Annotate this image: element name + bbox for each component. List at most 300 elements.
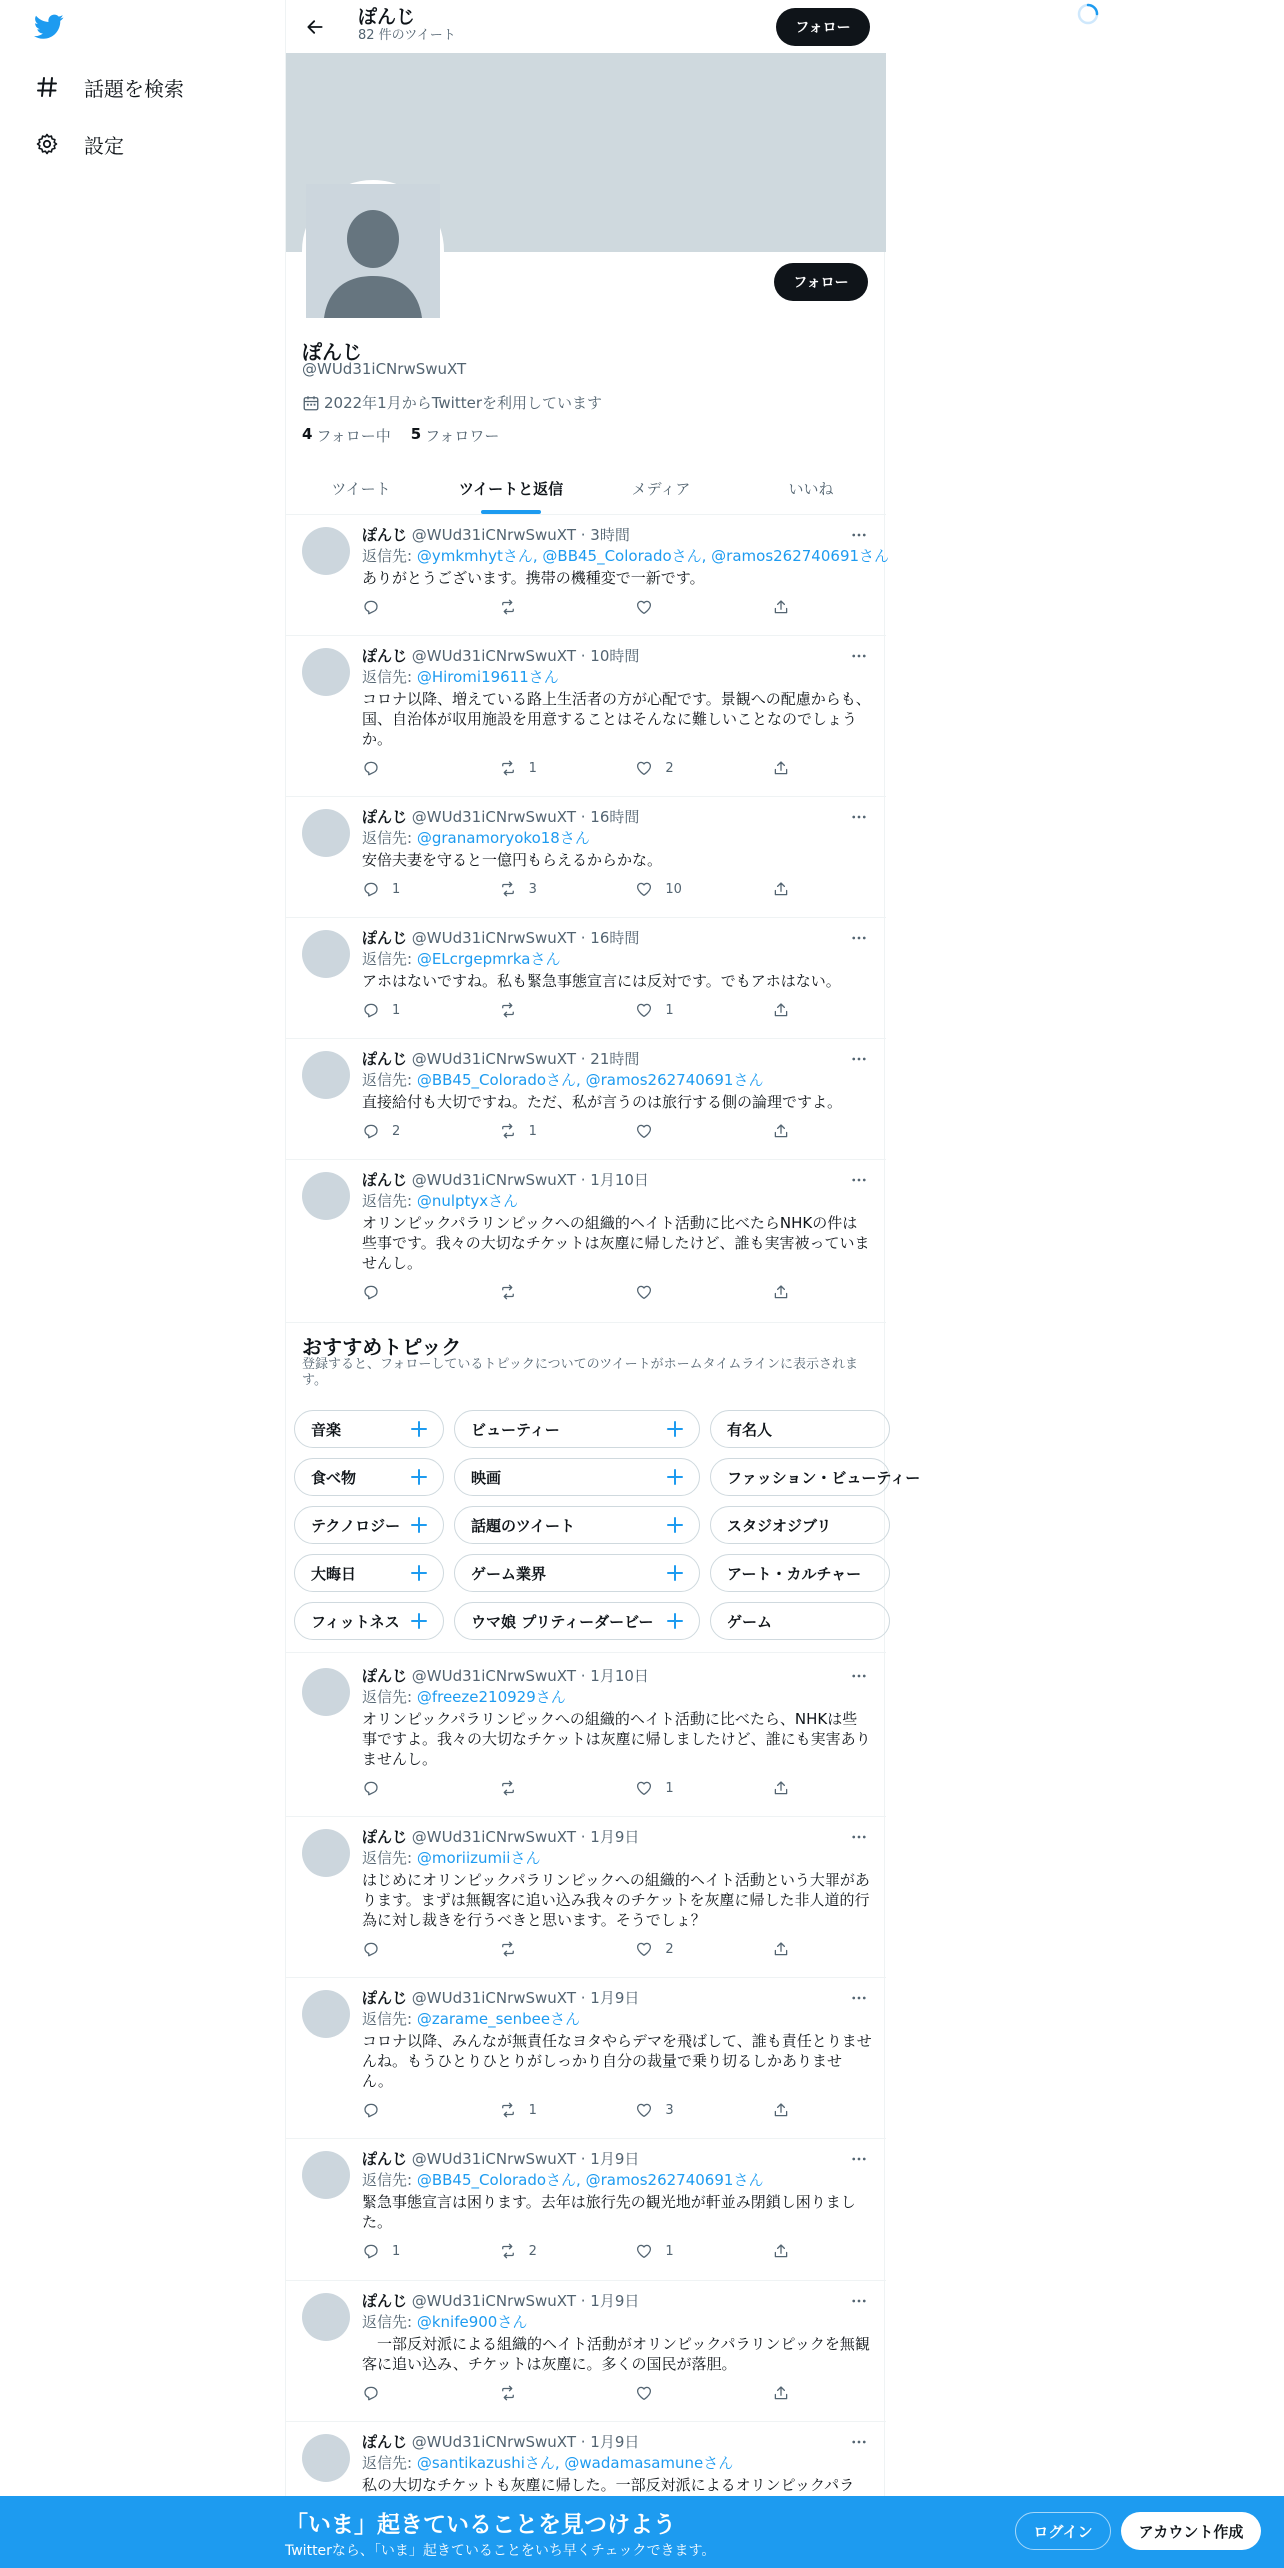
tweet-reply-to xyxy=(362,1191,872,1212)
heart-icon xyxy=(635,759,653,777)
like-button[interactable] xyxy=(635,2384,727,2402)
reply-mentions[interactable]: @ymkmhytさん, @BB45_Coloradoさん, @ramos262740691さん xyxy=(416,547,890,565)
reply-icon xyxy=(362,598,380,616)
tweet-text: 一部反対派による組織的ヘイト活動がオリンピックパラリンピックを無観客に追い込み、チケットは灰塵に。多くの国民が落胆。 xyxy=(362,2335,870,2373)
follow-button-top[interactable]: フォロー xyxy=(776,8,870,46)
top-bar-name: ぽんじ xyxy=(358,6,416,28)
tweet-avatar[interactable] xyxy=(302,2293,350,2341)
retweet-icon xyxy=(499,598,517,616)
topic-chip[interactable] xyxy=(710,1602,890,1640)
share-button[interactable] xyxy=(772,1122,794,1140)
followers-label: フォロワー xyxy=(425,427,500,445)
tweet-text: ありがとうございます。携帯の機種変で一新です。 xyxy=(362,569,705,587)
reply-button[interactable] xyxy=(362,1122,454,1140)
tweet-header xyxy=(362,1988,872,2009)
nav-item-explore[interactable] xyxy=(34,67,184,107)
share-icon xyxy=(772,2101,790,2119)
retweet-button[interactable] xyxy=(499,1122,591,1140)
tweet-reply-to xyxy=(362,1687,872,1708)
heart-icon xyxy=(635,1283,653,1301)
profile-top-bar xyxy=(286,0,886,53)
plus-icon xyxy=(665,1467,685,1487)
reply-mentions[interactable]: @BB45_Coloradoさん, @ramos262740691さん xyxy=(416,2171,764,2189)
tweet-body xyxy=(362,2149,872,2232)
reply-prefix: 返信先: xyxy=(362,950,417,968)
share-icon xyxy=(772,759,790,777)
plus-icon xyxy=(409,1467,429,1487)
like-button[interactable] xyxy=(635,1940,727,1958)
reply-icon xyxy=(362,1779,380,1797)
reply-icon xyxy=(362,759,380,777)
arrow-left-icon xyxy=(305,17,325,37)
share-button[interactable] xyxy=(772,759,794,777)
default-avatar-icon xyxy=(306,184,440,318)
reply-icon xyxy=(362,1122,380,1140)
tweet-avatar[interactable] xyxy=(302,527,350,575)
topic-chip-label: ゲーム業界 xyxy=(471,1564,547,1583)
tweet-item[interactable] xyxy=(286,1039,886,1160)
share-icon xyxy=(772,598,790,616)
tweet-text: 私の大切なチケットも灰塵に帰した。一部反対派によるオリンピックパラ xyxy=(362,2476,855,2494)
tweet-author-name[interactable]: ぽんじ xyxy=(362,1171,408,1189)
topic-chip[interactable] xyxy=(294,1554,444,1592)
tweet-reply-to xyxy=(362,546,890,567)
twitter-logo-icon[interactable] xyxy=(34,14,64,40)
retweet-icon xyxy=(499,1283,517,1301)
topic-chip[interactable] xyxy=(294,1410,444,1448)
profile-name: ぽんじ xyxy=(302,340,362,364)
plus-icon xyxy=(665,1611,685,1631)
heart-icon xyxy=(635,880,653,898)
tweet-item[interactable] xyxy=(286,1656,886,1817)
reply-mentions[interactable]: @nulptyxさん xyxy=(416,1192,519,1210)
tweet-header xyxy=(362,1827,872,1848)
like-button[interactable] xyxy=(635,1001,727,1019)
plus-icon xyxy=(665,1419,685,1439)
login-button[interactable]: ログイン xyxy=(1015,2512,1111,2550)
reply-prefix: 返信先: xyxy=(362,547,417,565)
tweet-reply-to xyxy=(362,2453,872,2474)
reply-button[interactable] xyxy=(362,1779,454,1797)
tweet-meta[interactable]: @WUd31iCNrwSwuXT · 1月9日 xyxy=(411,2292,640,2310)
heart-icon xyxy=(635,2384,653,2402)
reply-mentions[interactable]: @freeze210929さん xyxy=(416,1688,566,1706)
tweet-meta[interactable]: @WUd31iCNrwSwuXT · 16時間 xyxy=(411,808,640,826)
profile-handle: @WUd31iCNrwSwuXT xyxy=(302,360,467,378)
retweet-count: 1 xyxy=(528,760,537,776)
tweet-body xyxy=(362,1666,872,1769)
tweet-text: 緊急事態宣言は困ります。去年は旅行先の観光地が軒並み閉鎖し困りました。 xyxy=(362,2193,856,2231)
reply-mentions[interactable]: @BB45_Coloradoさん, @ramos262740691さん xyxy=(416,1071,764,1089)
tweet-reply-to xyxy=(362,1848,872,1869)
topic-chip[interactable] xyxy=(294,1602,444,1640)
retweet-button[interactable] xyxy=(499,2101,591,2119)
tweet-actions xyxy=(362,759,794,777)
reply-button[interactable] xyxy=(362,880,454,898)
tweet-meta[interactable]: @WUd31iCNrwSwuXT · 1月9日 xyxy=(411,2433,640,2451)
like-button[interactable] xyxy=(635,880,727,898)
tweet-item[interactable] xyxy=(286,515,890,636)
tweet-reply-to xyxy=(362,1070,872,1091)
share-icon xyxy=(772,1122,790,1140)
recommended-topics xyxy=(286,1323,921,1653)
tweet-author-name[interactable]: ぽんじ xyxy=(362,2292,408,2310)
tweet-avatar[interactable] xyxy=(302,1990,350,2038)
tweet-count: 82 件のツイート xyxy=(358,28,456,43)
retweet-icon xyxy=(499,1940,517,1958)
reply-count: 1 xyxy=(392,881,401,897)
topics-title: おすすめトピック xyxy=(302,1335,462,1359)
tweet-reply-to xyxy=(362,949,872,970)
topic-chip-label: 食べ物 xyxy=(311,1468,357,1487)
retweet-count: 2 xyxy=(528,2243,537,2259)
tweet-body xyxy=(362,807,872,870)
retweet-icon xyxy=(499,2384,517,2402)
tweet-item[interactable] xyxy=(286,1160,886,1323)
tweet-text: はじめにオリンピックパラリンピックへの組織的ヘイト活動という大罪があります。まずは無観客に追い込み我々のチケットを灰塵に帰した非人道的行為に対し裁きを行うべきと思います。そうでしょ？ xyxy=(362,1871,870,1929)
retweet-count: 3 xyxy=(528,881,537,897)
topic-chip[interactable] xyxy=(454,1554,700,1592)
plus-icon xyxy=(665,1515,685,1535)
retweet-icon xyxy=(499,1122,517,1140)
tab-tweets[interactable]: ツイート xyxy=(331,479,391,498)
reply-count: 1 xyxy=(392,1002,401,1018)
tweet-actions xyxy=(362,2384,794,2402)
following-link[interactable] xyxy=(302,425,391,446)
share-button[interactable] xyxy=(772,2384,794,2402)
share-icon xyxy=(772,2242,790,2260)
gear-icon xyxy=(34,131,60,157)
followers-link[interactable] xyxy=(411,425,500,446)
reply-button[interactable] xyxy=(362,598,454,616)
tweet-avatar[interactable] xyxy=(302,648,350,696)
like-button[interactable] xyxy=(635,598,727,616)
like-count: 1 xyxy=(665,1780,674,1796)
share-button[interactable] xyxy=(772,1940,794,1958)
profile-stats xyxy=(302,425,519,446)
share-icon xyxy=(772,1001,790,1019)
tweet-text: 直接給付も大切ですね。ただ、私が言うのは旅行する側の論理ですよ。 xyxy=(362,1093,843,1111)
share-icon xyxy=(772,1283,790,1301)
plus-icon xyxy=(409,1515,429,1535)
tweet-body xyxy=(362,1049,872,1112)
tweet-author-name[interactable]: ぽんじ xyxy=(362,1989,408,2007)
retweet-button[interactable] xyxy=(499,1283,591,1301)
reply-mentions[interactable]: @granamoryoko18さん xyxy=(416,829,590,847)
topic-chip[interactable] xyxy=(710,1410,890,1448)
tweet-meta[interactable]: @WUd31iCNrwSwuXT · 1月9日 xyxy=(411,2150,640,2168)
joined-text: 2022年1月からTwitterを利用しています xyxy=(324,394,602,412)
retweet-button[interactable] xyxy=(499,2384,591,2402)
tweet-avatar[interactable] xyxy=(302,1829,350,1877)
tweet-reply-to xyxy=(362,2009,872,2030)
reply-mentions[interactable]: @moriizumiiさん xyxy=(416,1849,541,1867)
reply-prefix: 返信先: xyxy=(362,1071,417,1089)
reply-prefix: 返信先: xyxy=(362,2010,417,2028)
like-count: 10 xyxy=(665,881,682,897)
reply-prefix: 返信先: xyxy=(362,2171,417,2189)
tweet-item[interactable] xyxy=(286,918,886,1039)
tweet-body xyxy=(362,2291,872,2374)
like-button[interactable] xyxy=(635,1283,727,1301)
share-button[interactable] xyxy=(772,2101,794,2119)
topic-chip[interactable] xyxy=(294,1506,444,1544)
topic-chip[interactable] xyxy=(454,1506,700,1544)
share-button[interactable] xyxy=(772,1779,794,1797)
retweet-icon xyxy=(499,1001,517,1019)
topic-chip[interactable] xyxy=(710,1554,890,1592)
calendar-icon xyxy=(302,394,320,412)
profile-joined xyxy=(302,392,602,413)
reply-button[interactable] xyxy=(362,1283,454,1301)
topic-chip[interactable] xyxy=(294,1458,444,1496)
tweet-avatar[interactable] xyxy=(302,930,350,978)
reply-count: 2 xyxy=(392,1123,401,1139)
tweet-header xyxy=(362,2291,872,2312)
tweet-text: 安倍夫妻を守ると一億円もらえるからかな。 xyxy=(362,851,663,869)
retweet-button[interactable] xyxy=(499,1779,591,1797)
tweet-author-name[interactable]: ぽんじ xyxy=(362,647,408,665)
main-column xyxy=(285,0,921,2568)
share-icon xyxy=(772,880,790,898)
tweet-body xyxy=(362,1988,872,2091)
hashtag-icon xyxy=(34,74,60,100)
tweet-body xyxy=(362,646,872,749)
topic-chip-label: アート・カルチャー xyxy=(727,1564,862,1583)
tweet-header xyxy=(362,2149,872,2170)
like-button[interactable] xyxy=(635,2101,727,2119)
tweet-author-name[interactable]: ぽんじ xyxy=(362,1050,408,1068)
reply-mentions[interactable]: @santikazushiさん, @wadamasamuneさん xyxy=(416,2454,734,2472)
reply-prefix: 返信先: xyxy=(362,668,417,686)
heart-icon xyxy=(635,1779,653,1797)
heart-icon xyxy=(635,1940,653,1958)
retweet-icon xyxy=(499,759,517,777)
tweet-author-name[interactable]: ぽんじ xyxy=(362,929,408,947)
tweet-avatar[interactable] xyxy=(302,1172,350,1220)
heart-icon xyxy=(635,1001,653,1019)
reply-icon xyxy=(362,1283,380,1301)
retweet-icon xyxy=(499,880,517,898)
reply-mentions[interactable]: @ELcrgepmrkaさん xyxy=(416,950,561,968)
tweet-reply-to xyxy=(362,2312,872,2333)
profile-avatar[interactable] xyxy=(302,180,444,322)
share-button[interactable] xyxy=(772,2242,794,2260)
reply-prefix: 返信先: xyxy=(362,1192,417,1210)
retweet-button[interactable] xyxy=(499,2242,591,2260)
reply-icon xyxy=(362,880,380,898)
tweet-actions xyxy=(362,1940,794,1958)
tab-tweets-and-replies[interactable]: ツイートと返信 xyxy=(436,462,586,514)
reply-button[interactable] xyxy=(362,1001,454,1019)
tweet-text: アホはないですね。私も緊急事態宣言には反対です。でもアホはない。 xyxy=(362,972,841,990)
tweet-body xyxy=(362,525,890,588)
tweet-actions xyxy=(362,1779,794,1797)
tweet-item[interactable] xyxy=(286,797,886,918)
reply-mentions[interactable]: @knife900さん xyxy=(416,2313,528,2331)
nav-item-settings[interactable] xyxy=(34,124,124,164)
tweet-meta[interactable]: @WUd31iCNrwSwuXT · 21時間 xyxy=(411,1050,640,1068)
tweet-avatar[interactable] xyxy=(302,2151,350,2199)
reply-button[interactable] xyxy=(362,2101,454,2119)
tweet-meta[interactable]: @WUd31iCNrwSwuXT · 3時間 xyxy=(411,526,630,544)
like-count: 1 xyxy=(665,1002,674,1018)
tweet-meta[interactable]: @WUd31iCNrwSwuXT · 1月10日 xyxy=(411,1171,649,1189)
top-title xyxy=(358,6,456,44)
topic-chip[interactable] xyxy=(710,1506,890,1544)
tweet-header xyxy=(362,1049,872,1070)
reply-button[interactable] xyxy=(362,759,454,777)
reply-icon xyxy=(362,2242,380,2260)
heart-icon xyxy=(635,598,653,616)
back-button[interactable] xyxy=(298,10,332,44)
topic-chip-label: ビューティー xyxy=(471,1420,560,1439)
tweet-header xyxy=(362,525,872,546)
tweet-meta[interactable]: @WUd31iCNrwSwuXT · 1月9日 xyxy=(411,1989,640,2007)
like-count: 2 xyxy=(665,1941,674,1957)
like-button[interactable] xyxy=(635,2242,727,2260)
reply-button[interactable] xyxy=(362,1940,454,1958)
share-button[interactable] xyxy=(772,1283,794,1301)
tweet-text: オリンピックパラリンピックへの組織的ヘイト活動に比べたらNHKの件は些事です。我々の大切なチケットは灰塵に帰したけど、誰も実害被っていませんし。 xyxy=(362,1214,870,1272)
like-button[interactable] xyxy=(635,759,727,777)
retweet-icon xyxy=(499,2101,517,2119)
topic-chip-label: テクノロジー xyxy=(311,1516,401,1535)
retweet-icon xyxy=(499,2242,517,2260)
plus-icon xyxy=(409,1419,429,1439)
topic-chip-label: 有名人 xyxy=(727,1420,773,1439)
tweet-item[interactable] xyxy=(286,636,886,797)
tweet-actions xyxy=(362,2101,794,2119)
tweet-author-name[interactable]: ぽんじ xyxy=(362,2150,408,2168)
tweet-header xyxy=(362,807,872,828)
like-count: 2 xyxy=(665,760,674,776)
heart-icon xyxy=(635,2242,653,2260)
tweet-actions xyxy=(362,880,794,898)
topic-chip[interactable] xyxy=(454,1410,700,1448)
reply-mentions[interactable]: @zarame_senbeeさん xyxy=(416,2010,581,2028)
tweet-actions xyxy=(362,1001,794,1019)
tweet-header xyxy=(362,928,872,949)
tweet-text: オリンピックパラリンピックへの組織的ヘイト活動に比べたら、NHKは些事ですよ。我々の大切なチケットは灰塵に帰しましたけど、誰にも実害ありませんし。 xyxy=(362,1710,871,1768)
like-count: 1 xyxy=(665,2243,674,2259)
reply-mentions[interactable]: @Hiromi19611さん xyxy=(416,668,559,686)
retweet-button[interactable] xyxy=(499,1001,591,1019)
tweet-meta[interactable]: @WUd31iCNrwSwuXT · 1月10日 xyxy=(411,1667,649,1685)
tweet-body xyxy=(362,928,872,991)
share-button[interactable] xyxy=(772,598,794,616)
retweet-button[interactable] xyxy=(499,759,591,777)
tweet-avatar[interactable] xyxy=(302,1668,350,1716)
like-count: 3 xyxy=(665,2102,674,2118)
tweet-text: コロナ以降、増えている路上生活者の方が心配です。景観への配慮からも、国、自治体が収用施設を用意することはそんなに難しいことなのでしょうか。 xyxy=(362,690,871,748)
tweet-header xyxy=(362,1170,872,1191)
signup-button[interactable]: アカウント作成 xyxy=(1121,2512,1261,2550)
retweet-button[interactable] xyxy=(499,880,591,898)
tweet-item[interactable] xyxy=(286,1978,886,2139)
tweet-body xyxy=(362,1170,872,1273)
like-button[interactable] xyxy=(635,1122,727,1140)
tweet-author-name[interactable]: ぽんじ xyxy=(362,2433,408,2451)
reply-icon xyxy=(362,2384,380,2402)
nav-label-settings: 設定 xyxy=(84,133,124,158)
following-count: 4 xyxy=(302,425,313,443)
reply-prefix: 返信先: xyxy=(362,2313,417,2331)
tweet-reply-to xyxy=(362,667,872,688)
reply-prefix: 返信先: xyxy=(362,1849,417,1867)
retweet-button[interactable] xyxy=(499,598,591,616)
tweet-meta[interactable]: @WUd31iCNrwSwuXT · 16時間 xyxy=(411,929,640,947)
topic-chip[interactable] xyxy=(454,1458,700,1496)
followers-count: 5 xyxy=(410,425,422,443)
reply-count: 1 xyxy=(392,2243,401,2259)
tweet-item[interactable] xyxy=(286,2139,886,2281)
topic-chip-label: ゲーム xyxy=(727,1612,773,1631)
tweet-meta[interactable]: @WUd31iCNrwSwuXT · 10時間 xyxy=(411,647,640,665)
tweet-item[interactable] xyxy=(286,1817,886,1978)
tweet-body xyxy=(362,1827,872,1930)
share-button[interactable] xyxy=(772,1001,794,1019)
plus-icon xyxy=(409,1563,429,1583)
topic-chip[interactable] xyxy=(454,1602,700,1640)
tweet-text: コロナ以降、みんなが無責任なヨタやらデマを飛ばして、誰も責任とりませんね。もうひとりひとりがしっかり自分の裁量で乗り切るしかありません。 xyxy=(362,2032,872,2090)
tweet-header xyxy=(362,2432,872,2453)
reply-button[interactable] xyxy=(362,2242,454,2260)
retweet-button[interactable] xyxy=(499,1940,591,1958)
signup-banner-subtitle: Twitterなら、「いま」起きていることをいち早くチェックできます。 xyxy=(285,2543,716,2559)
reply-button[interactable] xyxy=(362,2384,454,2402)
reply-prefix: 返信先: xyxy=(362,2454,417,2472)
reply-prefix: 返信先: xyxy=(362,829,417,847)
reply-prefix: 返信先: xyxy=(362,1688,417,1706)
share-button[interactable] xyxy=(772,880,794,898)
tweet-reply-to xyxy=(362,2170,872,2191)
share-icon xyxy=(772,2384,790,2402)
tweet-actions xyxy=(362,1122,794,1140)
topics-description: 登録すると、フォローしているトピックについてのツイートがホームタイムラインに表示されます。 xyxy=(302,1357,859,1388)
profile-tabs xyxy=(286,462,886,515)
tweet-avatar[interactable] xyxy=(302,809,350,857)
tweet-author-name[interactable]: ぽんじ xyxy=(362,526,408,544)
like-button[interactable] xyxy=(635,1779,727,1797)
tweet-item[interactable] xyxy=(286,2281,886,2422)
tweet-meta[interactable]: @WUd31iCNrwSwuXT · 1月9日 xyxy=(411,1828,640,1846)
tweet-author-name[interactable]: ぽんじ xyxy=(362,1828,408,1846)
signup-banner xyxy=(0,2496,1284,2568)
topic-chip-label: 大晦日 xyxy=(311,1564,357,1583)
tweet-avatar[interactable] xyxy=(302,2434,350,2482)
plus-icon xyxy=(665,1563,685,1583)
tweet-actions xyxy=(362,2242,794,2260)
following-label: フォロー中 xyxy=(316,427,391,445)
topic-chip-label: 映画 xyxy=(471,1468,502,1487)
nav-label-explore: 話題を検索 xyxy=(84,76,184,101)
tweet-actions xyxy=(362,1283,794,1301)
tweet-avatar[interactable] xyxy=(302,1051,350,1099)
tweet-header xyxy=(362,646,872,667)
topic-chip-label: ファッション・ビューティー xyxy=(727,1468,921,1487)
topic-chip-label: フィットネス xyxy=(311,1612,400,1631)
topic-chip-label: 音楽 xyxy=(311,1420,342,1439)
topic-chip-label: 話題のツイート xyxy=(471,1516,575,1535)
tweet-author-name[interactable]: ぽんじ xyxy=(362,808,408,826)
follow-button[interactable]: フォロー xyxy=(774,263,868,301)
tab-likes[interactable]: いいね xyxy=(788,479,834,498)
tweet-author-name[interactable]: ぽんじ xyxy=(362,1667,408,1685)
topic-chip[interactable] xyxy=(710,1458,921,1496)
tab-media[interactable]: メディア xyxy=(631,479,691,498)
topic-chip-label: ウマ娘 プリティーダービー xyxy=(471,1612,654,1631)
